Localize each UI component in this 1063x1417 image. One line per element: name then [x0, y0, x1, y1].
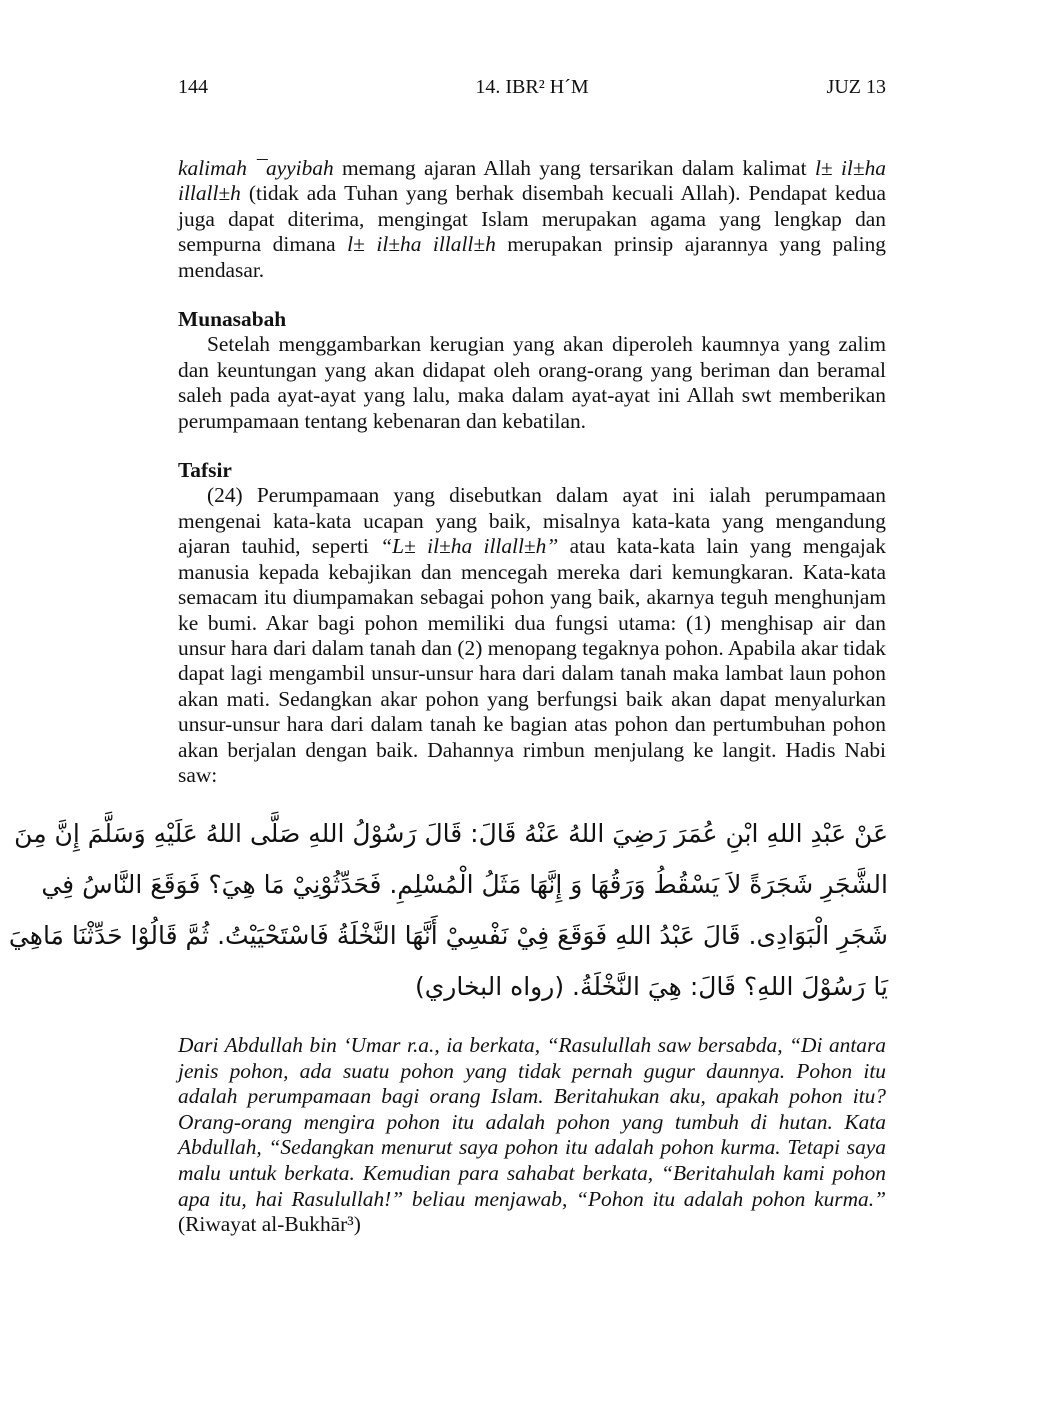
- italic-term: l± il±ha illall±h: [178, 156, 887, 206]
- munasabah-paragraph: Setelah menggambarkan kerugian yang akan diperoleh kaumnya yang zalim dan keuntungan yang akan didapat oleh orang-orang yang beriman dan beramal saleh pada ayat-ayat yang lalu, maka dalam ayat-ayat ini Allah swt memberikan perumpamaan tentang kebenaran dan kebatilan.: [178, 332, 886, 433]
- hadith-source: (Riwayat al-Bukhār³): [178, 1212, 361, 1237]
- hadith-translation: [178, 1033, 886, 1238]
- hadith-arabic-text: [8, 808, 888, 1012]
- arabic-line: الشَّجَرِ شَجَرَةً لاَ يَسْقُطُ وَرَقُهَا وَ إِنَّهَا مَثَلُ الْمُسْلِمِ. فَحَدِّثُوْنِيْ مَا هِيَ؟ فَوَقَعَ النَّاسُ فِي: [41, 870, 888, 899]
- arabic-line: يَا رَسُوْلَ اللهِ؟ قَالَ: هِيَ النَّخْلَةُ. (رواه البخاري): [414, 972, 888, 1001]
- italic-term: kalimah ¯ayyibah: [178, 156, 334, 180]
- spacer: [178, 434, 886, 458]
- running-header: [178, 76, 886, 102]
- italic-term: “L± il±ha illall±h”: [380, 534, 559, 559]
- spacer: [178, 283, 886, 307]
- translation-italic: Dari Abdullah bin ‘Umar r.a., ia berkata, “Rasulullah saw bersabda, “Di antara jenis pohon, ada suatu pohon yang tidak pernah gugur daunnya. Pohon itu adalah perumpamaan bagi orang Islam. Beritahukan aku, apakah pohon itu? Orang-orang mengira pohon itu adalah pohon yang tumbuh di hutan. Kata Abdullah, “Sedangkan menurut saya pohon itu adalah pohon kurma. Tetapi saya malu untuk berkata. Kemudian para sahabat berkata, “Beritahulah kami pohon apa itu, hai Rasulullah!” beliau menjawab, “Pohon itu adalah pohon kurma.”: [178, 1033, 886, 1211]
- arabic-line: عَنْ عَبْدِ اللهِ ابْنِ عُمَرَ رَضِيَ اللهُ عَنْهُ قَالَ: قَالَ رَسُوْلُ اللهِ صَلَّى اللهُ عَلَيْهِ وَسَلَّمَ إِنَّ مِنَ: [14, 819, 888, 848]
- intro-paragraph: kalimah ¯ayyibah memang ajaran Allah yang tersarikan dalam kalimat l± il±ha illall±h (tidak ada Tuhan yang berhak disembah kecuali Allah). Pendapat kedua juga dapat diterima, mengingat Islam merupakan agama yang lengkap dan sempurna dimana l± il±ha illall±h merupakan prinsip ajarannya yang paling mendasar.: [178, 156, 887, 282]
- section-heading-tafsir: Tafsir: [178, 458, 232, 483]
- tafsir-paragraph: (24) Perumpamaan yang disebutkan dalam ayat ini ialah perumpamaan mengenai kata-kata ucapan yang baik, misalnya kata-kata yang mengandung ajaran tauhid, seperti “L± il±ha illall±h” atau kata-kata lain yang mengajak manusia kepada kebajikan dan mencegah mereka dari kemungkaran. Kata-kata semacam itu diumpamakan sebagai pohon yang baik, akarnya teguh menghunjam ke bumi. Akar bagi pohon memiliki dua fungsi utama: (1) menghisap air dan unsur hara dari dalam tanah dan (2) menopang tegaknya pohon. Apabila akar tidak dapat lagi mengambil unsur-unsur hara dari dalam tanah maka lambat laun pohon akan mati. Sedangkan akar pohon yang berfungsi baik akan dapat menyalurkan unsur-unsur hara dari dalam tanah ke bagian atas pohon dan pertumbuhan pohon akan berjalan dengan baik. Dahannya rimbun menjulang ke langit. Hadis Nabi saw:: [178, 483, 886, 787]
- section-heading-munasabah: Munasabah: [178, 307, 287, 332]
- italic-term: l± il±ha illall±h: [347, 232, 496, 257]
- page-number: 144: [178, 76, 208, 98]
- body-text: [178, 156, 886, 788]
- juz-label: JUZ 13: [826, 76, 886, 98]
- arabic-line: شَجَرِ الْبَوَادِى. قَالَ عَبْدُ اللهِ فَوَقَعَ فِيْ نَفْسِيْ أَنَّهَا النَّخْلَةُ فَاسْتَحْيَيْتُ. ثُمَّ قَالُوْا حَدِّثْنَا مَاهِيَ: [8, 921, 888, 950]
- chapter-title: 14. IBR² H´M: [475, 76, 589, 98]
